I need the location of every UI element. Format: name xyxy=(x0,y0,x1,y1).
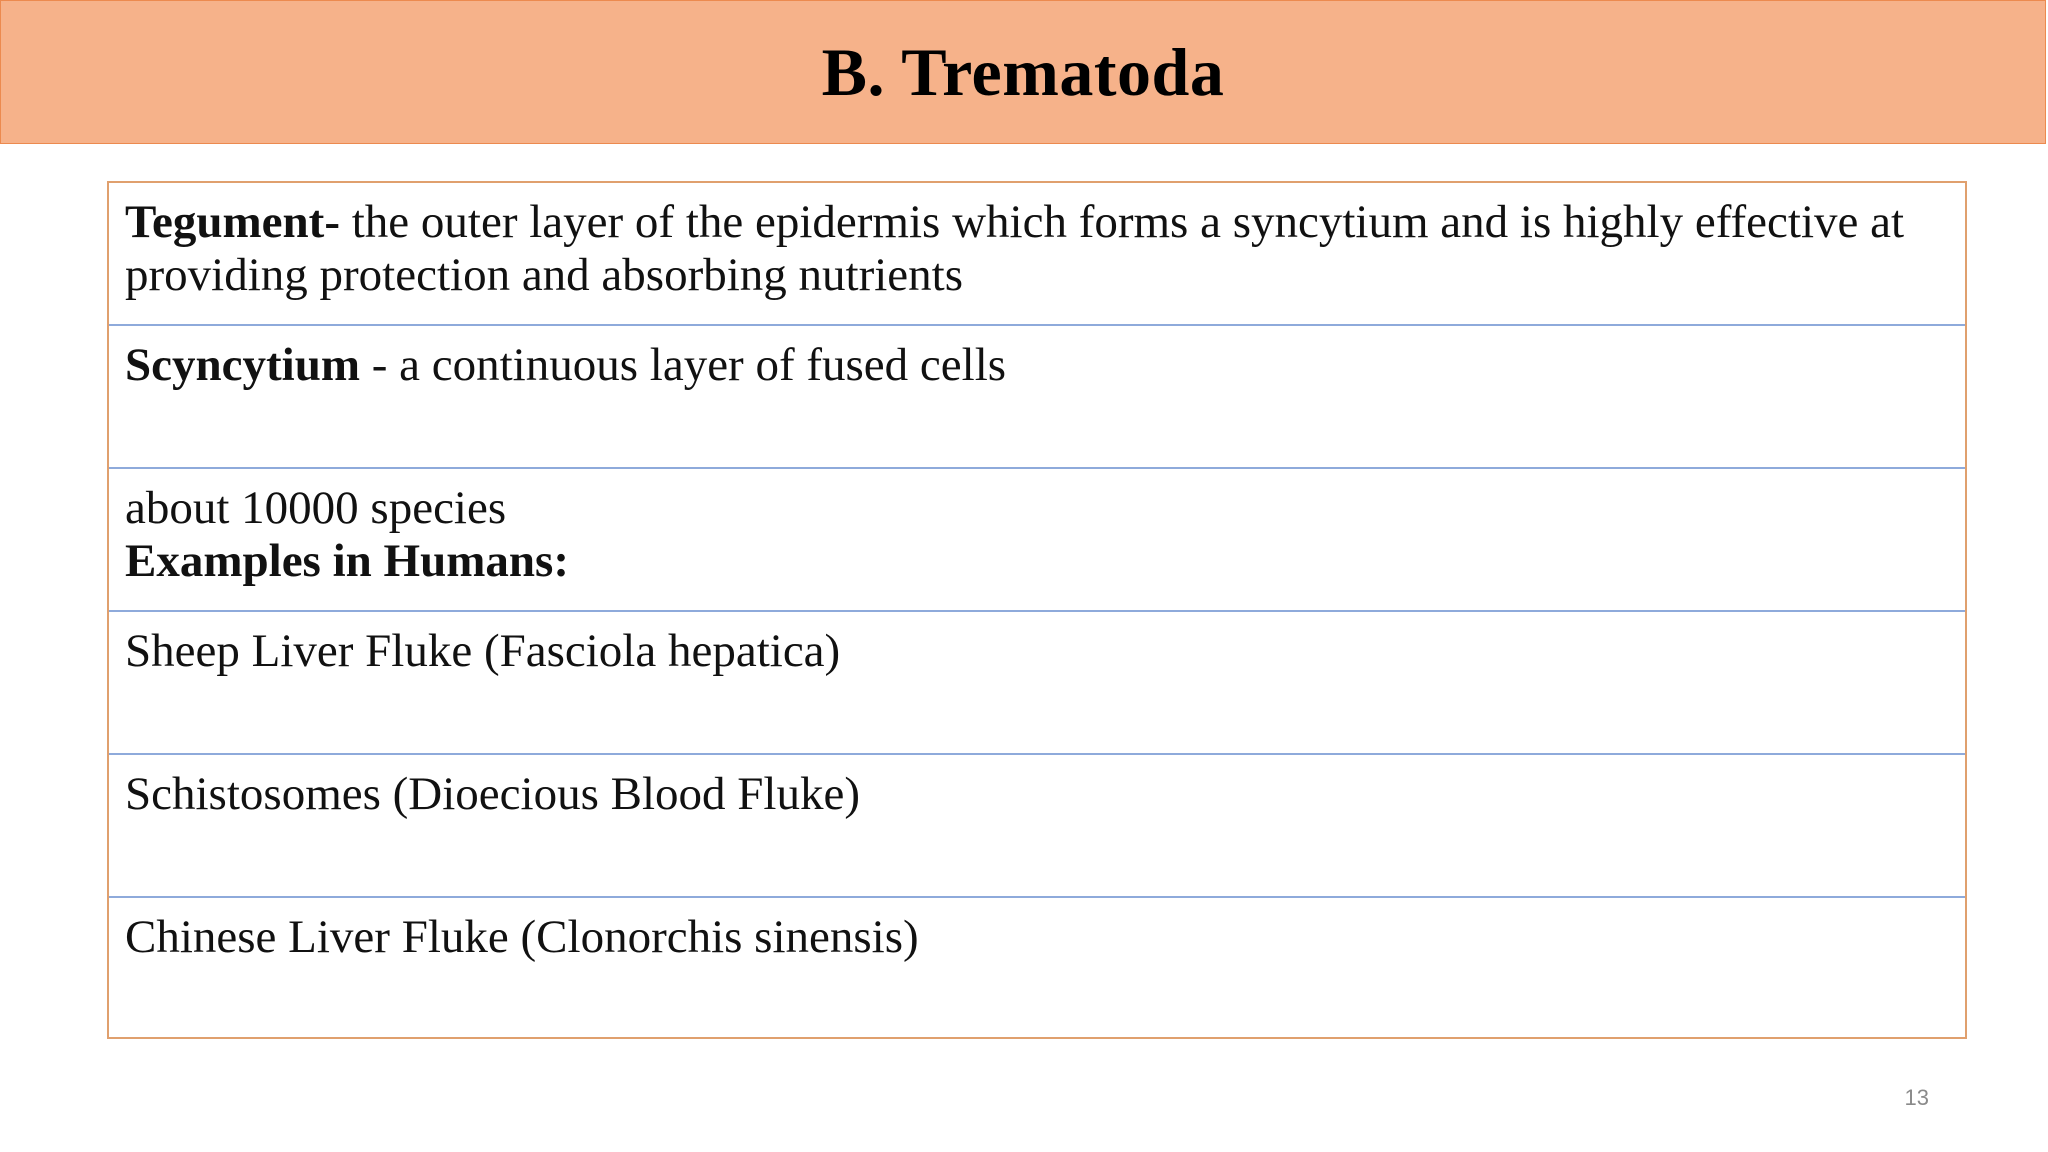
definition-scyncytium: - a continuous layer of fused cells xyxy=(360,339,1007,391)
table-row-species xyxy=(109,469,1965,612)
example-sheep-liver-fluke: Sheep Liver Fluke (Fasciola hepatica) xyxy=(125,625,841,677)
table-row-schistosomes xyxy=(109,755,1965,898)
examples-heading: Examples in Humans: xyxy=(125,535,569,587)
term-tegument: Tegument- xyxy=(125,196,340,248)
page-number: 13 xyxy=(1904,1085,1929,1110)
example-chinese-liver-fluke: Chinese Liver Fluke (Clonorchis sinensis) xyxy=(125,911,919,963)
definition-tegument: the outer layer of the epidermis which forms a syncytium and is highly effective at providing protection and absorbing nutrients xyxy=(125,196,1905,301)
slide-title-bar xyxy=(0,0,2046,144)
species-count: about 10000 species xyxy=(125,482,507,534)
table-row-chinese-liver-fluke xyxy=(109,898,1965,1041)
slide-title: B. Trematoda xyxy=(821,33,1225,110)
term-scyncytium: Scyncytium xyxy=(125,339,360,391)
example-schistosomes: Schistosomes (Dioecious Blood Fluke) xyxy=(125,768,860,820)
content-table xyxy=(107,181,1967,1039)
table-row-sheep-liver-fluke xyxy=(109,612,1965,755)
table-row-tegument xyxy=(109,183,1965,326)
table-row-scyncytium xyxy=(109,326,1965,469)
